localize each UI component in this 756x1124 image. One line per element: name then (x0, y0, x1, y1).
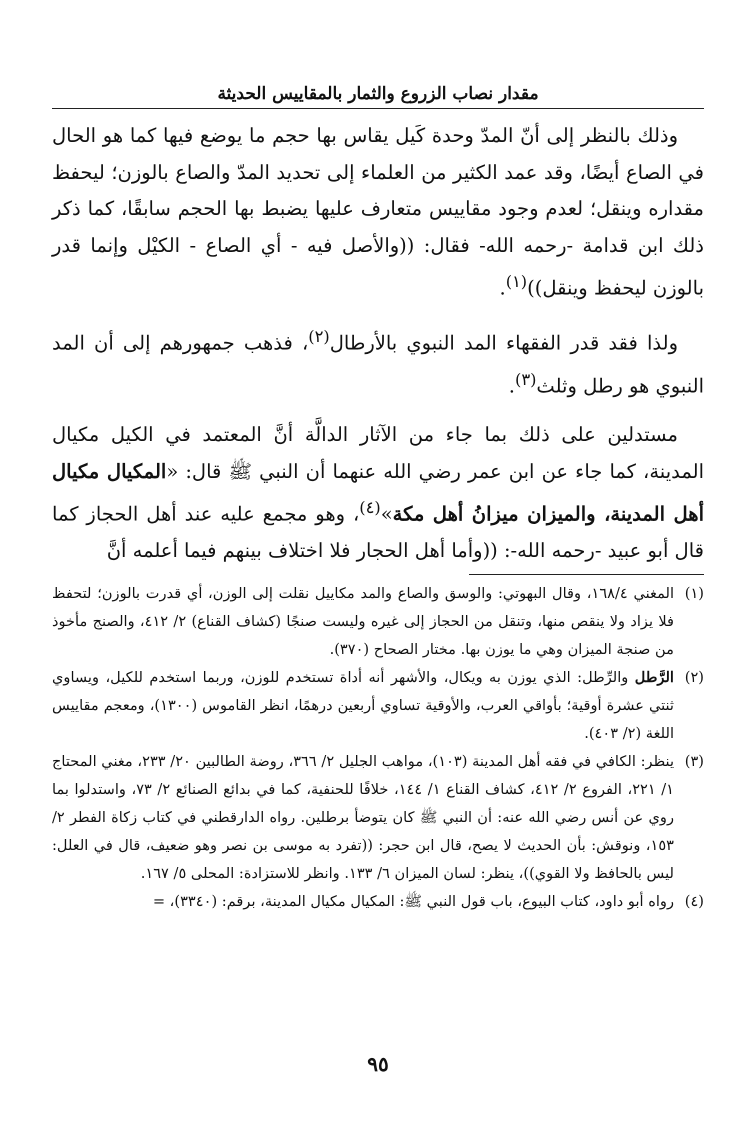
paragraph-2-text-a: ولذا فقد قدر الفقهاء المد النبوي بالأرطال (329, 331, 679, 355)
footnote-term: الرَّطل (634, 669, 674, 686)
footnote-text: ينظر: الكافي في فقه أهل المدينة (١٠٣)، مواهب الجليل ٢/ ٣٦٦، روضة الطالبين ٢٠/ ٢٣٣، مغني المحتاج ١/ ٢٢١، الفروع ٢/ ٤١٢، كشاف القناع ١/ ١٤٤، خلافًا للحنفية، كما في بدائع الصنائع ٢/ ٧٣، واستدلوا بما روي عن أنس رضي الله عنه: أن النبي ﷺ كان يتوضأ برطلين. رواه الدارقطني في كتاب زكاة الفطر ٢/ ١٥٣، ونوقش: بأن الحديث لا يصح، قال ابن حجر: ((تفرد به موسى بن نصر وهو ضعيف، قال في العلل: ليس بالحافظ ولا القوي))، ينظر: لسان الميزان ٦/ ١٣٣. وانظر للاستزادة: المحلى ٥/ ١٦٧. (52, 753, 675, 882)
paragraph-3-text-b: ، وهو مجمع عليه عند أهل الحجاز كما قال أبو عبيد -رحمه الله-: ((وأما أهل الحجار فلا اختلاف بينهم فيما أعلمه أنَّ (52, 502, 704, 562)
running-header: مقدار نصاب الزروع والثمار بالمقاييس الحديثة (217, 84, 539, 104)
footnote-4 (52, 888, 704, 916)
footnote-ref-1[interactable]: (١) (505, 272, 528, 291)
footnote-rule (469, 574, 704, 575)
footnote-3 (52, 748, 704, 888)
paragraph-1-text: وذلك بالنظر إلى أنّ المدّ وحدة كَيل يقاس بها حجم ما يوضع فيها كما هو الحال في الصاع أيضًا، وقد عمد الكثير من العلماء إلى تحديد المدّ والصاع بالوزن؛ ليحفظ مقداره وينقل؛ لعدم وجود مقاييس متعارف عليها يضبط بها الحجم سابقًا، كما ذكر ذلك ابن قدامة -رحمه الله- فقال: ((والأصل فيه - أي الصاع - الكيْل وإنما قدر بالوزن ليحفظ وينقل)) (52, 124, 704, 300)
paragraph-3-quote-close: » (380, 502, 393, 526)
paragraph-1-end: . (499, 276, 506, 300)
footnote-number: (٣) (684, 753, 704, 770)
footnote-number: (١) (684, 585, 704, 602)
header-rule (52, 108, 704, 109)
paragraph-2-text-b: ، فذهب جمهورهم إلى أن المد النبوي هو رطل وثلث (52, 331, 704, 398)
main-text (52, 118, 704, 570)
footnote-number: (٤) (684, 893, 704, 910)
paragraph-1 (52, 118, 704, 307)
footnote-2 (52, 664, 704, 748)
footnote-definition: والرِّطل: الذي يوزن به ويكال، والأشهر أنه أداة تستخدم للوزن، وربما استخدم للكيل، ويساوي ثنتي عشرة أوقية؛ بأواقي العرب، والأوقية تساوي أربعين درهمًا، انظر القاموس (١٣٠٠)، ومعجم مقاييس اللغة (٢/ ٤٠٣). (52, 669, 674, 742)
footnote-1 (52, 580, 704, 664)
paragraph-3 (52, 417, 704, 570)
footnote-ref-2[interactable]: (٢) (308, 327, 330, 346)
paragraph-3-text-a: مستدلين على ذلك بما جاء من الآثار الدالَّة أنَّ المعتمد في الكيل مكيال المدينة، كما جاء عن ابن عمر رضي الله عنهما أن النبي ﷺ قال: « (52, 423, 704, 483)
hadith-quote: المكيال مكيال أهل المدينة، والميزان ميزانُ أهل مكة (52, 459, 704, 526)
page-number: ٩٥ (367, 1052, 389, 1076)
footnote-ref-4[interactable]: (٤) (359, 498, 381, 517)
footnotes (52, 580, 704, 916)
footnote-number: (٢) (684, 669, 704, 686)
paragraph-2-end: . (508, 374, 515, 398)
footnote-text: المغني ١٦٨/٤، وقال البهوتي: والوسق والصاع والمد مكاييل نقلت إلى الوزن، أي قدرت بالوزن؛ لتحفظ فلا يزاد ولا ينقص منها، وتنقل من الحجاز إلى غيره وليست صنجًا (كشاف القناع) ٢/ ٤١٢، والصنج مأخوذ من صنجة الميزان وهي ما يوزن بها. مختار الصحاح (٣٧٠). (52, 585, 675, 658)
footnote-text: رواه أبو داود، كتاب البيوع، باب قول النبي ﷺ: المكيال مكيال المدينة، برقم: (٣٣٤٠)، = (152, 893, 674, 910)
footnote-text (52, 664, 674, 748)
paragraph-2 (52, 319, 704, 405)
footnote-ref-3[interactable]: (٣) (515, 370, 537, 389)
